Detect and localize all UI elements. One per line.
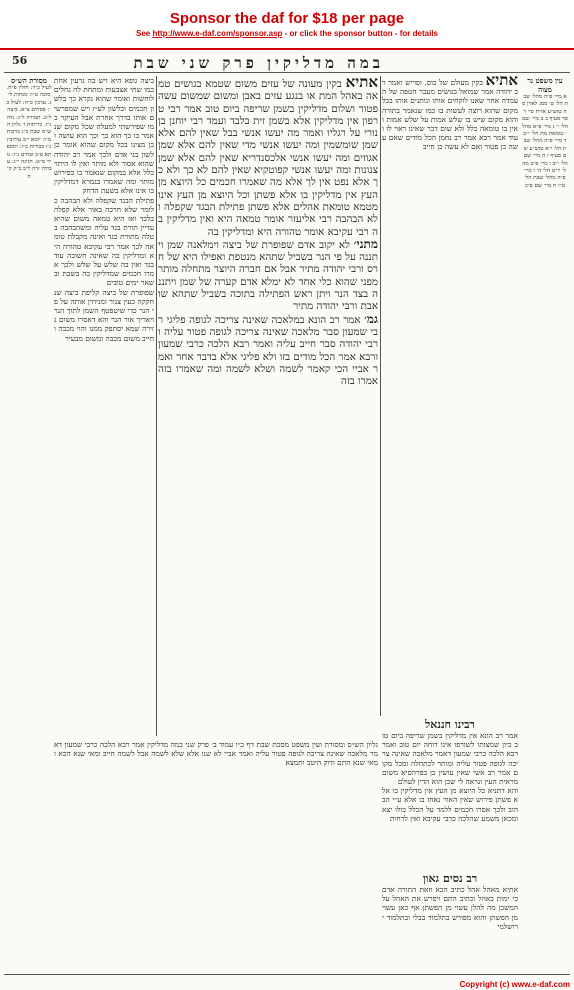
page-number: 56 <box>12 54 28 67</box>
rashi-text-1: ביצה גופא היא ויש בה גרעין אחת כמו שתי אצבעות ומתחת לה גחלים לוחשות ואומר שהוא נקרא כך בלשון חכמים ובלשון לע״ז ויש שמפרשים אותו בדרך אחרת אבל העיקר כמו שפירשתי למעלה שכל מקום שנאמר בו כך הוא כך וכך הוא עושה וכן מצינו בכל מקום שהוא אומר כן לשון בני אדם ולכך אמר רב יהודה שהוא אסור ולא מותר ואין לו היתר כלל אלא במקום שנאמר בו בפירוש מותר ומה שאמרו בגמרא דמדליקין בו אינו אלא בשעת הדחק <box>54 76 154 196</box>
page-title: במה מדליקין פרק שני שבת <box>133 54 384 72</box>
gemara-block-3 <box>158 313 378 388</box>
tosafot-block-1 <box>382 76 518 152</box>
mishna-label: מתני׳ <box>353 236 378 251</box>
rav-nissim-gaon-section <box>382 872 518 972</box>
column-rule-left <box>156 76 157 736</box>
gemara-text-3: לא יקוב אדם שפופרת של ביצה וימלאנה שמן ויתננה על פי הנר בשביל שתהא מנטפת ואפילו היא של חרס ורבי יהודה מתיר אבל אם חברה היוצר מתחלה מותר מפני שהוא כלי אחד לא ימלא אדם קערה של שמן ויתננה בצד הנר ויתן ראש הפתילה בתוכה בשביל שתהא שואבת ורבי יהודה מתיר <box>158 238 378 313</box>
gemara-lead-word: אתיא <box>345 76 378 91</box>
rashi-text-3: שפופרת של ביצה קליפת ביצה שנחקקה כעין צנור ומניחין אותה על פי הנר כדי שיטפטף השמן לתוך הנר ויאריך אור הנר והא דאסרו משום גזירה שמא יסתפק ממנו והוי מכבה וחייב משום מכבה ומשום מבעיר <box>54 287 154 343</box>
rav-nissim-gaon-text: אתיא מאהל אהל כתיב הכא וזאת התורה אדם כי ימות באהל וכתיב התם ויפרש את האהל על המשכן מה להלן עשוי מן הפשתן אף כאן עשוי מן הפשתן והוא מפורש בתלמוד בבלי ובתלמוד ירושלמי <box>382 885 518 931</box>
footer-rule <box>4 974 570 975</box>
rashi-commentary <box>54 76 154 726</box>
sponsor-banner[interactable] <box>0 0 574 50</box>
rav-nissim-gaon-title: רב נסים גאון <box>422 872 478 885</box>
mesoret-hashas-title: מסורת הש״ס <box>11 76 47 85</box>
tosafot-lead-word: אתיא <box>485 76 518 89</box>
ein-mishpat-text: א מיי׳ פ״ה מהל׳ שבת הל׳ ט׳ סמג לאוין סה טוש״ע או״ח סי׳ רסד סעיף ב ב מיי׳ שם הל׳ י׳ ג מיי׳ פ״א מהל׳ טומאת מת הל׳ י״ב ד מיי׳ פ״ה מהל׳ שבת הל׳ י״א טוש״ע שם סעיף ו ה מיי׳ שם הל׳ י״ב ו מיי׳ פ״ב מהל׳ יו״ט הל׳ ה׳ ז מיי׳ פ״ה מהל׳ שבת הל׳ ט״ו ח מיי׳ שם פ״כ <box>522 94 568 189</box>
ein-mishpat-title: עין משפט נר מצוה <box>527 76 563 94</box>
rabbeinu-chananel-section <box>382 718 518 868</box>
tosafot-commentary <box>382 76 518 716</box>
sponsor-subtitle-suffix: - or click the sponsor button - for details <box>282 29 438 38</box>
rabbeinu-chananel-text-2: והא דתניא כל היוצא מן העץ אין מדליקין בו אלא פשתן פירוש שאין האור נאחז בו אלא ע״י הבהוב ולכך אסרו חכמים ללמד על הכלל כולו יצא ומכאן משמע שהלכה כרבי עקיבא ואין לדחות <box>382 786 518 823</box>
sponsor-subtitle <box>0 28 574 39</box>
gemara-text-4: אמר רב הונא במלאכה שאינה צריכה לגופה פליגי רבי שמעון סבר מלאכה שאינה צריכה לגופה פטור עליה ורבי יהודה סבר חייב עליה ואמר רבא הלכה כרבי שמעון ורבא אמר הכל מודים בזו ולא פליגי אלא בדבר אחר ואמר אביי הכי קאמר לשמה ושלא לשמה ומה שאמרו בזה אמרו בזה <box>158 313 378 388</box>
rashi-text-2: פתילת הבגד שקפלה ולא הבהבה כלומר שלא חרכה באור אלא קפלה בלבד ואז היא טמאה משום שהיא עדיין תורת בגד עליה ומשהבהבה בטלה מתורת בגד ואינה מקבלת טומאה לכך אמר רבי עקיבא טהורה היא ומדליקין בה שאינה חשובה עוד בגד ואין בה שלש על שלש ולכך אמרו חכמים שמדליקין בה בשבת ובשאר ימים טובים <box>54 195 154 288</box>
column-rule-right <box>380 76 381 716</box>
sponsor-link[interactable]: http://www.e-daf.com/sponsor.asp <box>152 29 283 38</box>
header-rule <box>4 72 570 73</box>
tosafot-gemara-text: בקין מעולם של כוס. ופריש ואמר רב יהודה אמר שמואל בגושים מעבר הטפה של העמדה אחר שאנו לוקחים אותו ונותנים אותו בכל מקום שהוא רוצה לעשות בו כמו שנאמר בתורה והוא מקום שיש בו שלש אמות על שלש אמות ואין בו טומאה כלל ולא שום דבר שאינו ראוי לו ועוד אמר רבא אמר רב נחמן הכל מודים שאם עשה כן פטור ואם לא עשה כן חייב <box>382 78 518 152</box>
mesoret-hashas-text: לעיל כ״ד: חולין פ״ח. סוכה ט״ו: מנחות ל״ג. ערכין כ״ח: לעיל כ׳: פסחים צ״א. ביצה ל״ב. תמורה ל״ג: נדה נ״ו. כריתות ז׳ גליון הש״ס שבת כ״ג ברכות מ״ו: יומא י״ב עירובין נ״ו בכורות כ״ז: תוספתא פ״ב זבחים נ״ז: נזיר מ״ט. חגיגה י״ג: עבודה זרה ל״ב ב״ק ק״ה <box>6 85 52 180</box>
gemara-block-2 <box>158 238 378 313</box>
sponsor-subtitle-prefix: See <box>136 29 153 38</box>
sponsor-title[interactable]: Sponsor the daf for $18 per page <box>169 10 405 27</box>
gemara-main-text <box>158 76 378 736</box>
gemara-label: גמ׳ <box>364 311 378 326</box>
rabbeinu-chananel-text-1: אמר רב הונא אין מדליקין בשמן שריפה ביום טוב כיון שמצותו לשורפו אינו דוחה יום טוב ואמר רבא הלכה כרבי שמעון דאמר מלאכה שאינה צריכה לגופה פטור עליה ומותר לכתחלה ומכל מקום אמר רב אשי שאין עושין כן בפרהסיא משום מראית העין ונראה לי שכן הוא הדין לעולם <box>382 731 518 787</box>
ein-mishpat-column <box>522 76 568 976</box>
rabbeinu-chananel-title: רבינו חננאל <box>425 718 475 731</box>
bottom-text: גליון הש״ס ומסורת ועין משפט מסכת שבת דף כ״ו עמוד ב׳ פרק שני במה מדליקין אמר רבא הלכה כרבי שמעון דאמר מלאכה שאינה צריכה לגופה פטור עליה ואמר אביי לא שנו אלא שלא לשמה אבל לשמה חייב ומאי שנא הכא ומאי שנא התם ודוק היטב ותמצא <box>54 740 378 768</box>
mesoret-hashas-column <box>6 76 52 696</box>
copyright-notice[interactable]: Copyright (c) www.e-daf.com <box>459 980 570 989</box>
gemara-block-1 <box>158 76 378 238</box>
talmud-page <box>4 50 570 975</box>
gemara-text-2: בקין מעונה של עזים משום שטמא בגושים טמאה באהל המת או בנגע עזים באבן ומשום שמשום עשה פטור ושלום מדליקין בשמן שריפה ביום טוב אמר רבי טרפון אין מדליקין אלא בשמן זית בלבד ועמד רבי יוחנן בן נורי על רגליו ואמר מה יעשו אנשי בבל שאין להם אלא שמן שומשמין ומה יעשו אנשי מדי שאין להם אלא שמן אגוזים ומה יעשו אנשי אלכסנדריא שאין להם אלא שמן צנונות ומה יעשו אנשי קפוטקיא שאין להם לא כך ולא כך אלא נפט אין לך אלא מה שאמרו חכמים כל היוצא מן העץ אין מדליקין בו אלא פשתן וכל היוצא מן העץ אינו מטמא טומאת אהלים אלא פשתן פתילת הבגד שקפלה ולא הבהבה רבי אליעזר אומר טמאה היא ואין מדליקין בה רבי עקיבא אומר טהורה היא ומדליקין בה <box>158 78 378 238</box>
bottom-commentary <box>54 740 378 972</box>
